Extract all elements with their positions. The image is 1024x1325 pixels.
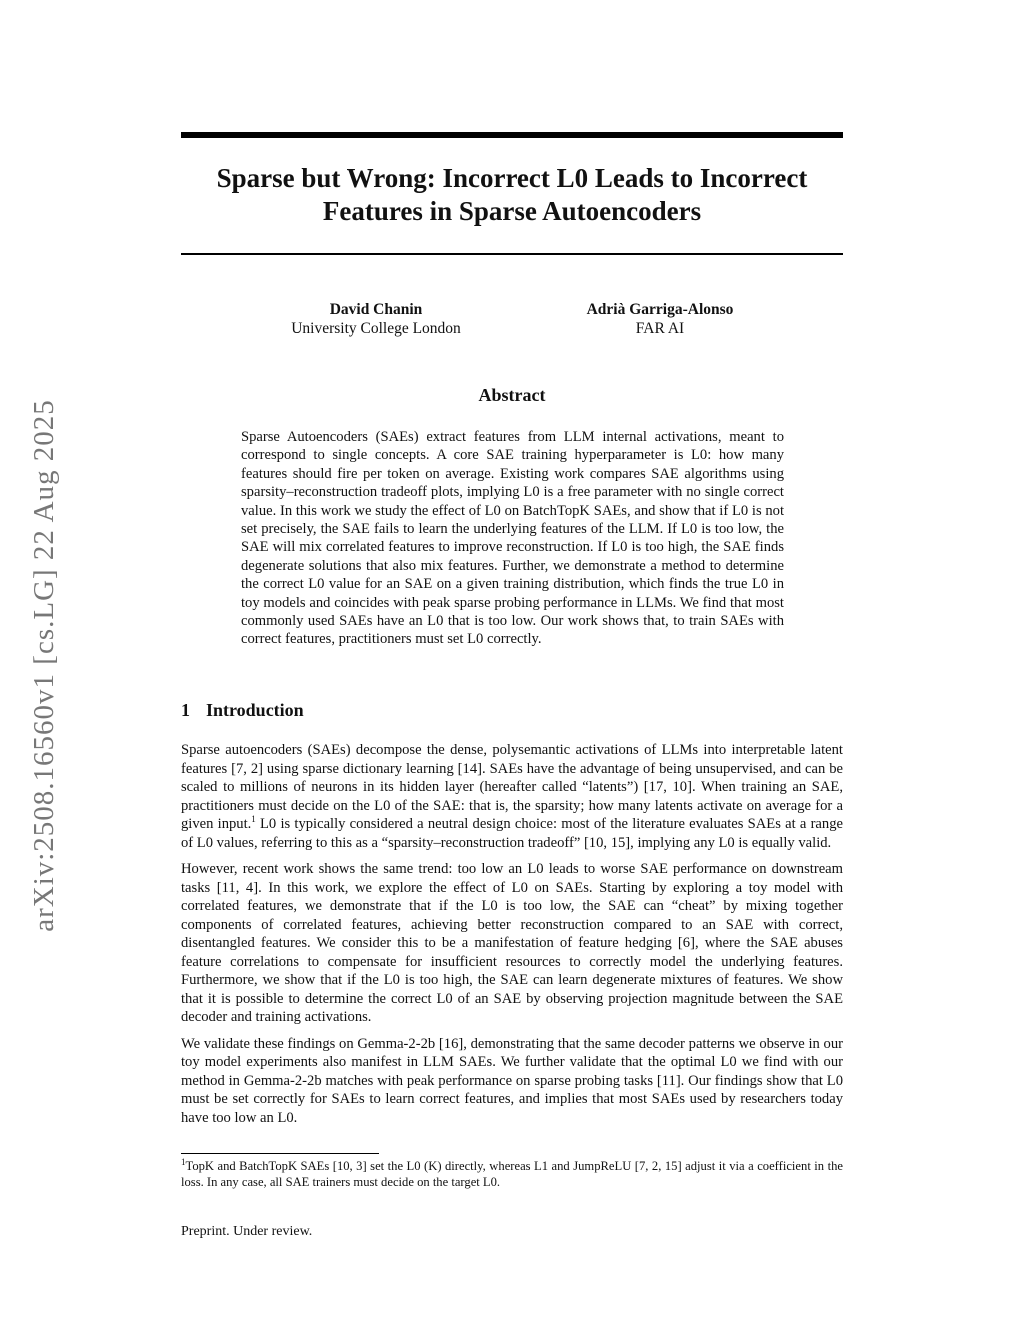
arxiv-identifier-stamp: [20, 370, 68, 960]
paper-title: [181, 162, 843, 228]
introduction-body: [181, 741, 843, 1135]
section-heading-introduction: [181, 700, 304, 721]
author-affiliation: University College London: [291, 320, 461, 337]
intro-paragraph-1: [181, 741, 843, 852]
paper-title-line-1: Sparse but Wrong: Incorrect L0 Leads to Incorrect: [216, 163, 808, 193]
paper-title-line-2: Features in Sparse Autoencoders: [322, 196, 702, 226]
preprint-notice: Preprint. Under review.: [181, 1224, 313, 1239]
intro-paragraph-1-text-b: L0 is typically considered a neutral design choice: most of the literature evaluates SAEs at a range of L0 values, referring to this as a “sparsity–reconstruction tradeoff” [10, 15], implying any L0 is equally valid.: [181, 816, 843, 851]
title-bottom-rule: [181, 253, 843, 255]
abstract-text: Sparse Autoencoders (SAEs) extract features from LLM internal activations, meant to correspond to single concepts. A core SAE training hyperparameter is L0: how many features should fire per token on average. Existing work compares SAE algorithms using sparsity–reconstruction tradeoff plots, implying L0 is a free parameter with no single correct value. In this work we study the effect of L0 on BatchTopK SAEs, and show that if L0 is not set precisely, the SAE fails to learn the underlying features of the LLM. If L0 is too low, the SAE will mix correlated features to improve reconstruction. If L0 is too high, the SAE finds degenerate solutions that also mix features. Further, we demonstrate a method to determine the correct L0 value for an SAE on a given training distribution, which finds the true L0 in toy models and coincides with peak sparse probing performance in LLMs. We find that most commonly used SAEs have an L0 that is too low. Our work shows that, to train SAEs with correct features, practitioners must set L0 correctly.: [241, 429, 784, 648]
title-top-rule: [181, 132, 843, 138]
intro-paragraph-1-text-a: Sparse autoencoders (SAEs) decompose the dense, polysemantic activations of LLMs into interpretable latent features [7, 2] using sparse dictionary learning [14]. SAEs have the advantage of being unsupervised, and can be scaled to millions of neurons in its hidden layer (hereafter called “latents”) [17, 10]. When training an SAE, practitioners must decide on the L0 of the SAE: that is, the sparsity; how many latents activate on average for a given input.: [181, 742, 843, 832]
footnote-text: TopK and BatchTopK SAEs [10, 3] set the L0 (K) directly, whereas L1 and JumpReLU [7, 2, 15] adjust it via a coefficient in the loss. In any case, all SAE trainers must decide on the target L0.: [181, 1159, 843, 1189]
author-name: David Chanin: [329, 301, 423, 318]
footnote: [181, 1158, 843, 1190]
author-block-1: [226, 300, 526, 338]
abstract-heading: Abstract: [478, 385, 546, 405]
intro-paragraph-3: We validate these findings on Gemma-2-2b [16], demonstrating that the same decoder patterns we observe in our toy model experiments also manifest in LLM SAEs. We further validate that the optimal L0 we find with our method in Gemma-2-2b matches with peak performance on sparse probing tasks [11]. Our findings show that L0 must be set correctly for SAEs to learn correct features, and implies that most SAEs used by researchers today have too low an L0.: [181, 1035, 843, 1126]
footnote-marker: 1: [251, 814, 256, 825]
footnote-rule: [181, 1153, 379, 1154]
arxiv-identifier-text: arXiv:2508.16560v1 [cs.LG] 22 Aug 2025: [27, 398, 60, 932]
footnote-number: 1: [181, 1156, 186, 1167]
section-title: Introduction: [206, 700, 304, 720]
intro-paragraph-2: However, recent work shows the same trend: too low an L0 leads to worse SAE performance on downstream tasks [11, 4]. In this work, we explore the effect of L0 on SAEs. Starting by exploring a toy model with correlated features, we demonstrate that if the L0 is too low, the SAE can “cheat” by mixing together components of correlated features, achieving better reconstruction compared to an SAE with correct, disentangled features. We consider this to be a manifestation of feature hedging [6], where the SAE abuses feature correlations to compensate for insufficient resources to correctly model the underlying features. Furthermore, we show that if the L0 is too high, the SAE can learn degenerate mixtures of features. We show that it is possible to determine the correct L0 of an SAE by observing projection magnitude between the SAE decoder and training activations.: [181, 861, 843, 1025]
author-affiliation: FAR AI: [635, 320, 685, 337]
author-block-2: [510, 300, 810, 338]
section-number: 1: [181, 700, 190, 720]
author-name: Adrià Garriga-Alonso: [586, 301, 734, 318]
